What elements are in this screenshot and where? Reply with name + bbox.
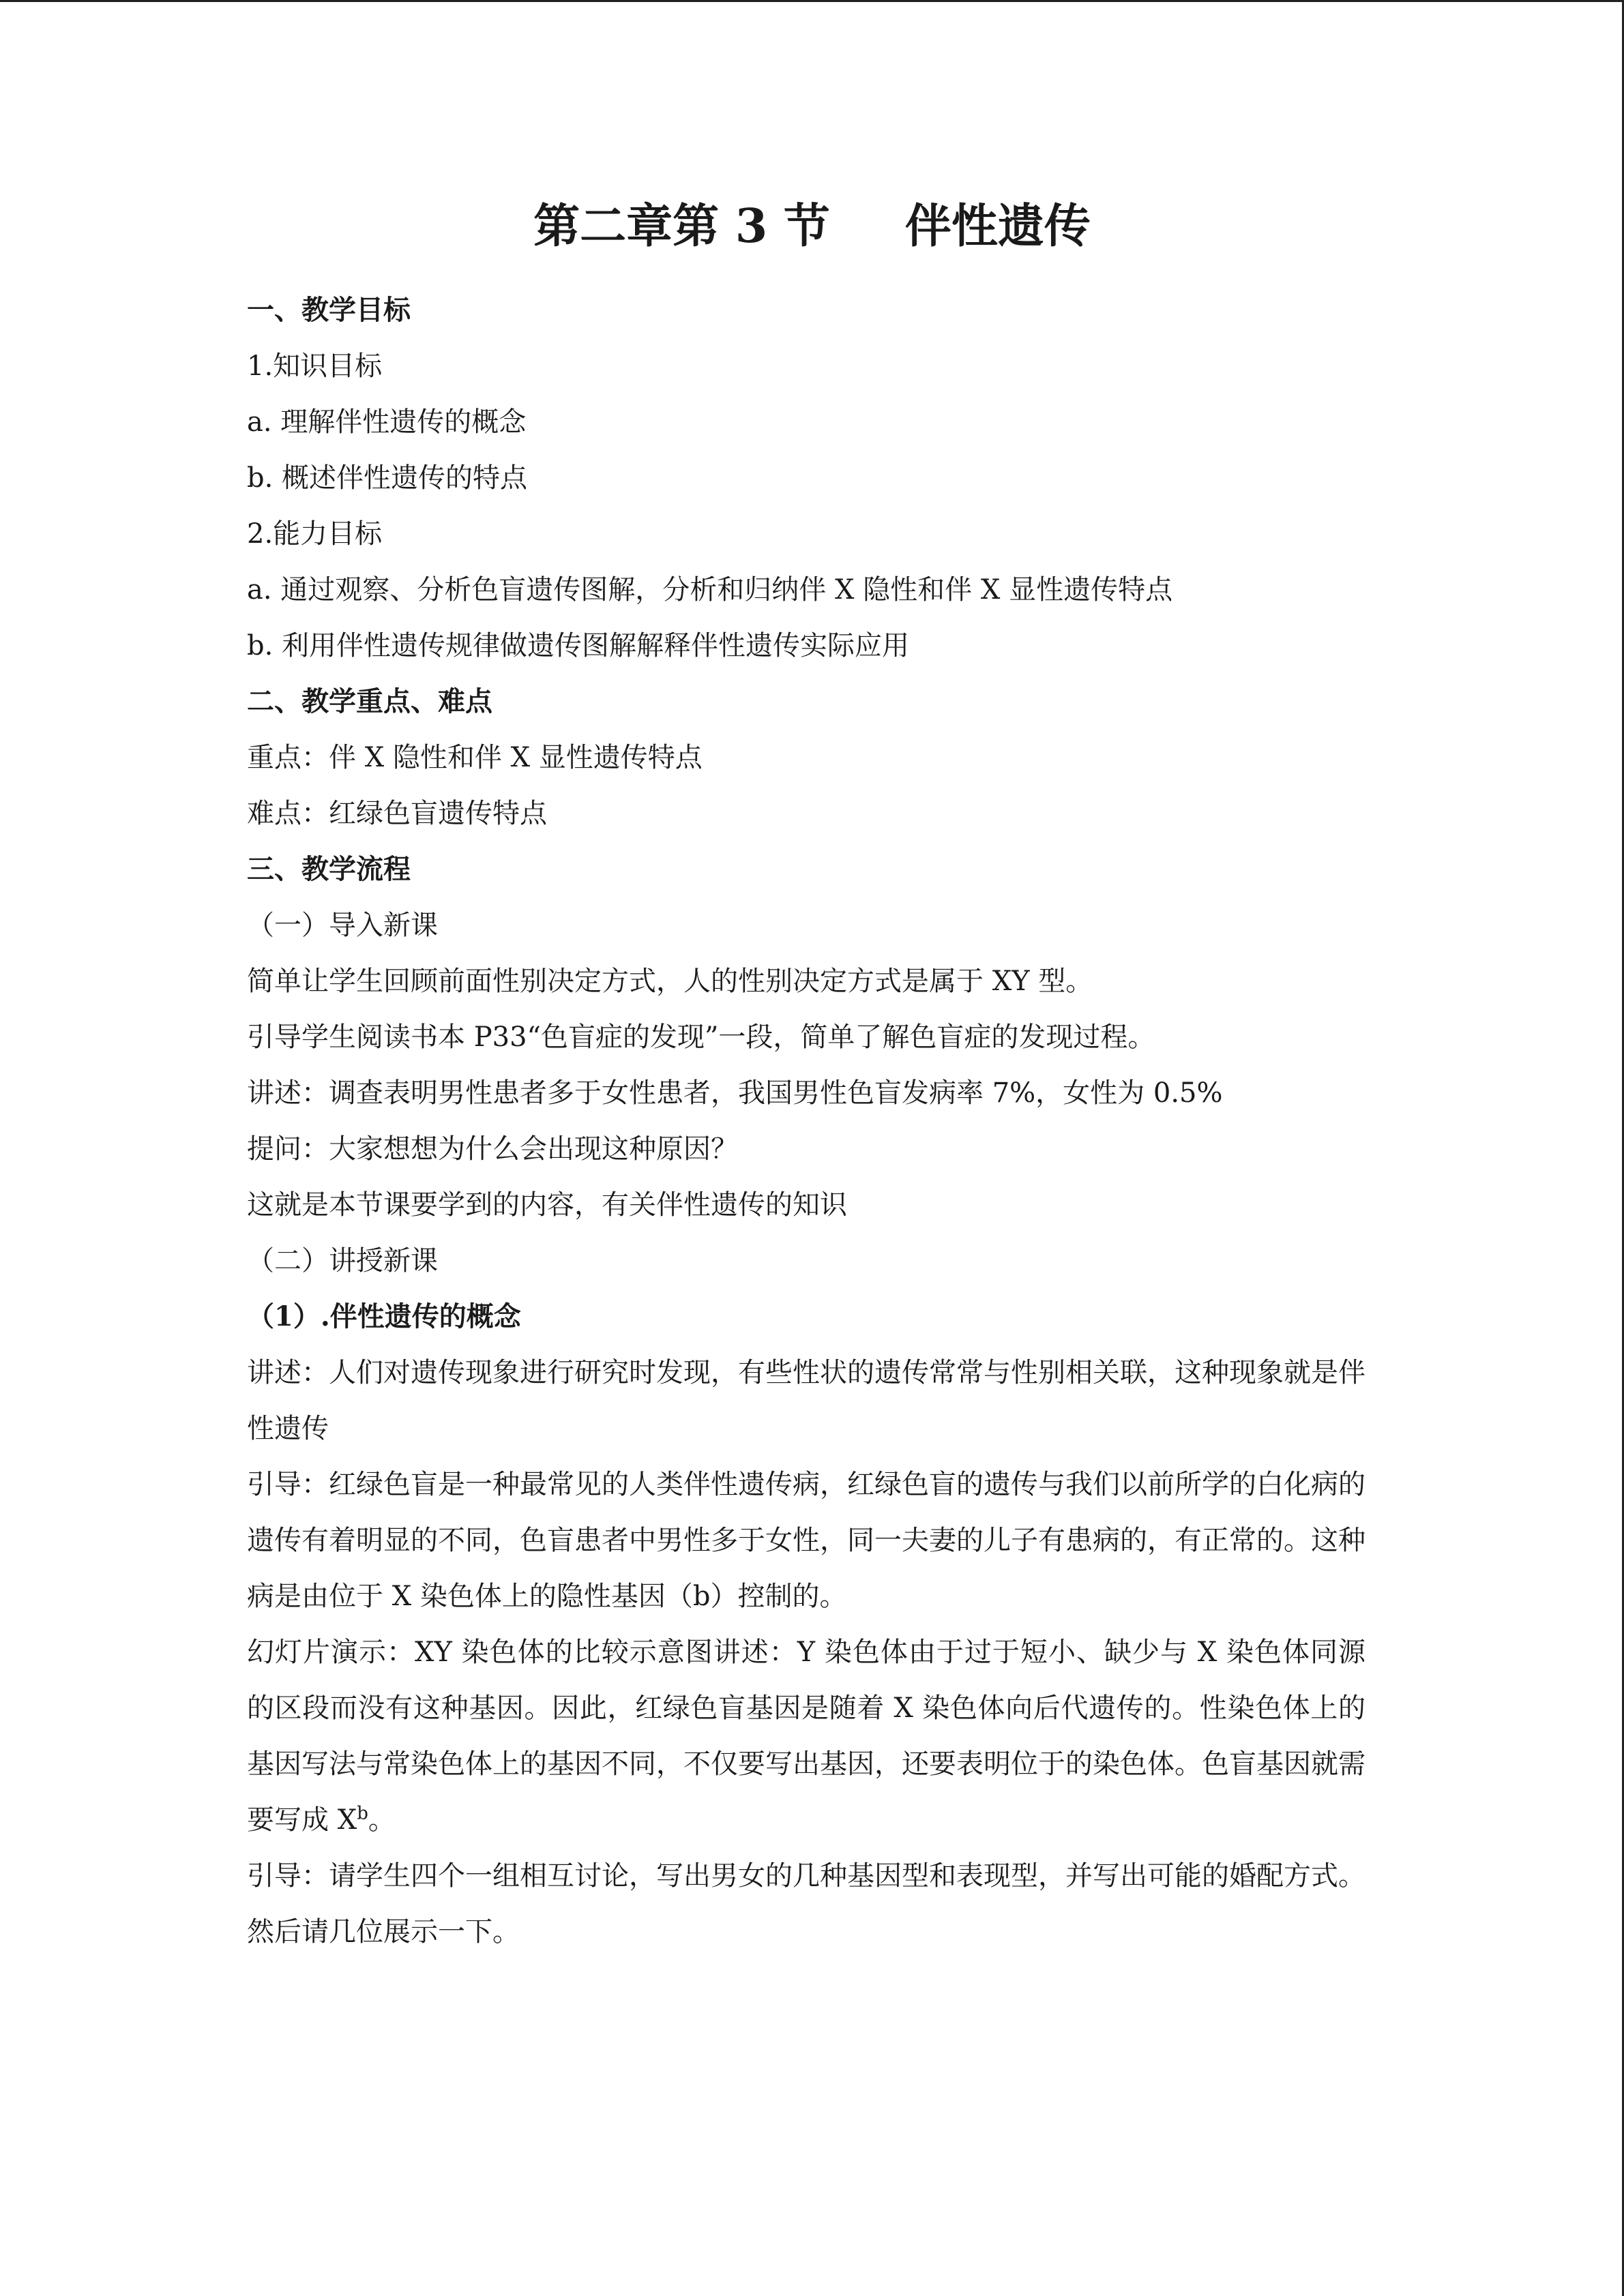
title-chapter: 第二章第 3 节 [533,199,830,254]
subheading-knowledge-goals: 1.知识目标 [247,351,383,382]
intro-line-3: 讲述：调查表明男性患者多于女性患者，我国男性色盲发病率 7%，女性为 0.5% [247,1077,1223,1109]
subheading-new-lesson: （二）讲授新课 [247,1245,438,1277]
subheading-ability-goals: 2.能力目标 [247,518,383,550]
subheading-introduction: （一）导入新课 [247,910,438,941]
slide-demo-text: 幻灯片演示：XY 染色体的比较示意图讲述：Y 染色体由于过于短小、缺少与 X 染色体同源的区段而没有这种基因。因此，红绿色盲基因是随着 X 染色体向后代遗传的。性染色体上的基因写法与常染色体上的基因不同，不仅要写出基因，还要表明位于的染色体。色盲基因就需要写成 X [247,1637,1365,1836]
section-heading-objectives: 一、教学目标 [247,294,411,326]
page-title [0,192,1624,260]
section-heading-key-points: 二、教学重点、难点 [247,685,492,717]
knowledge-goal-a: a. 理解伴性遗传的概念 [247,406,527,438]
ability-goal-a: a. 通过观察、分析色盲遗传图解，分析和归纳伴 X 隐性和伴 X 显性遗传特点 [247,574,1173,606]
difficult-point: 难点：红绿色盲遗传特点 [247,798,547,829]
paragraph-slide-demo [247,1624,1365,1848]
intro-question: 提问：大家想想为什么会出现这种原因？ [247,1133,738,1165]
paragraph-colorblind-intro: 引导：红绿色盲是一种最常见的人类伴性遗传病，红绿色盲的遗传与我们以前所学的白化病的遗传有着明显的不同，色盲患者中男性多于女性，同一夫妻的儿子有患病的，有正常的。这种病是由位于 X 染色体上的隐性基因（b）控制的。 [247,1469,1365,1612]
allele-superscript: b [357,1803,368,1824]
knowledge-goal-b: b. 概述伴性遗传的特点 [247,462,528,494]
intro-line-1: 简单让学生回顾前面性别决定方式，人的性别决定方式是属于 XY 型。 [247,966,1093,997]
paragraph-discussion: 引导：请学生四个一组相互讨论，写出男女的几种基因型和表现型，并写出可能的婚配方式。然后请几位展示一下。 [247,1860,1365,1948]
intro-line-5: 这就是本节课要学到的内容，有关伴性遗传的知识 [247,1189,847,1221]
section-heading-process: 三、教学流程 [247,853,411,885]
slide-demo-end: 。 [368,1804,396,1836]
title-topic: 伴性遗传 [904,199,1091,254]
intro-line-2: 引导学生阅读书本 P33“色盲症的发现”一段，简单了解色盲症的发现过程。 [247,1022,1155,1053]
page-border-top [0,0,1624,2]
subheading-concept: （1）.伴性遗传的概念 [247,1300,521,1332]
paragraph-definition: 讲述：人们对遗传现象进行研究时发现，有些性状的遗传常常与性别相关联，这种现象就是伴性遗传 [247,1357,1365,1444]
ability-goal-b: b. 利用伴性遗传规律做遗传图解解释伴性遗传实际应用 [247,630,910,661]
key-point: 重点：伴 X 隐性和伴 X 显性遗传特点 [247,742,703,773]
document-body [247,282,1365,1960]
